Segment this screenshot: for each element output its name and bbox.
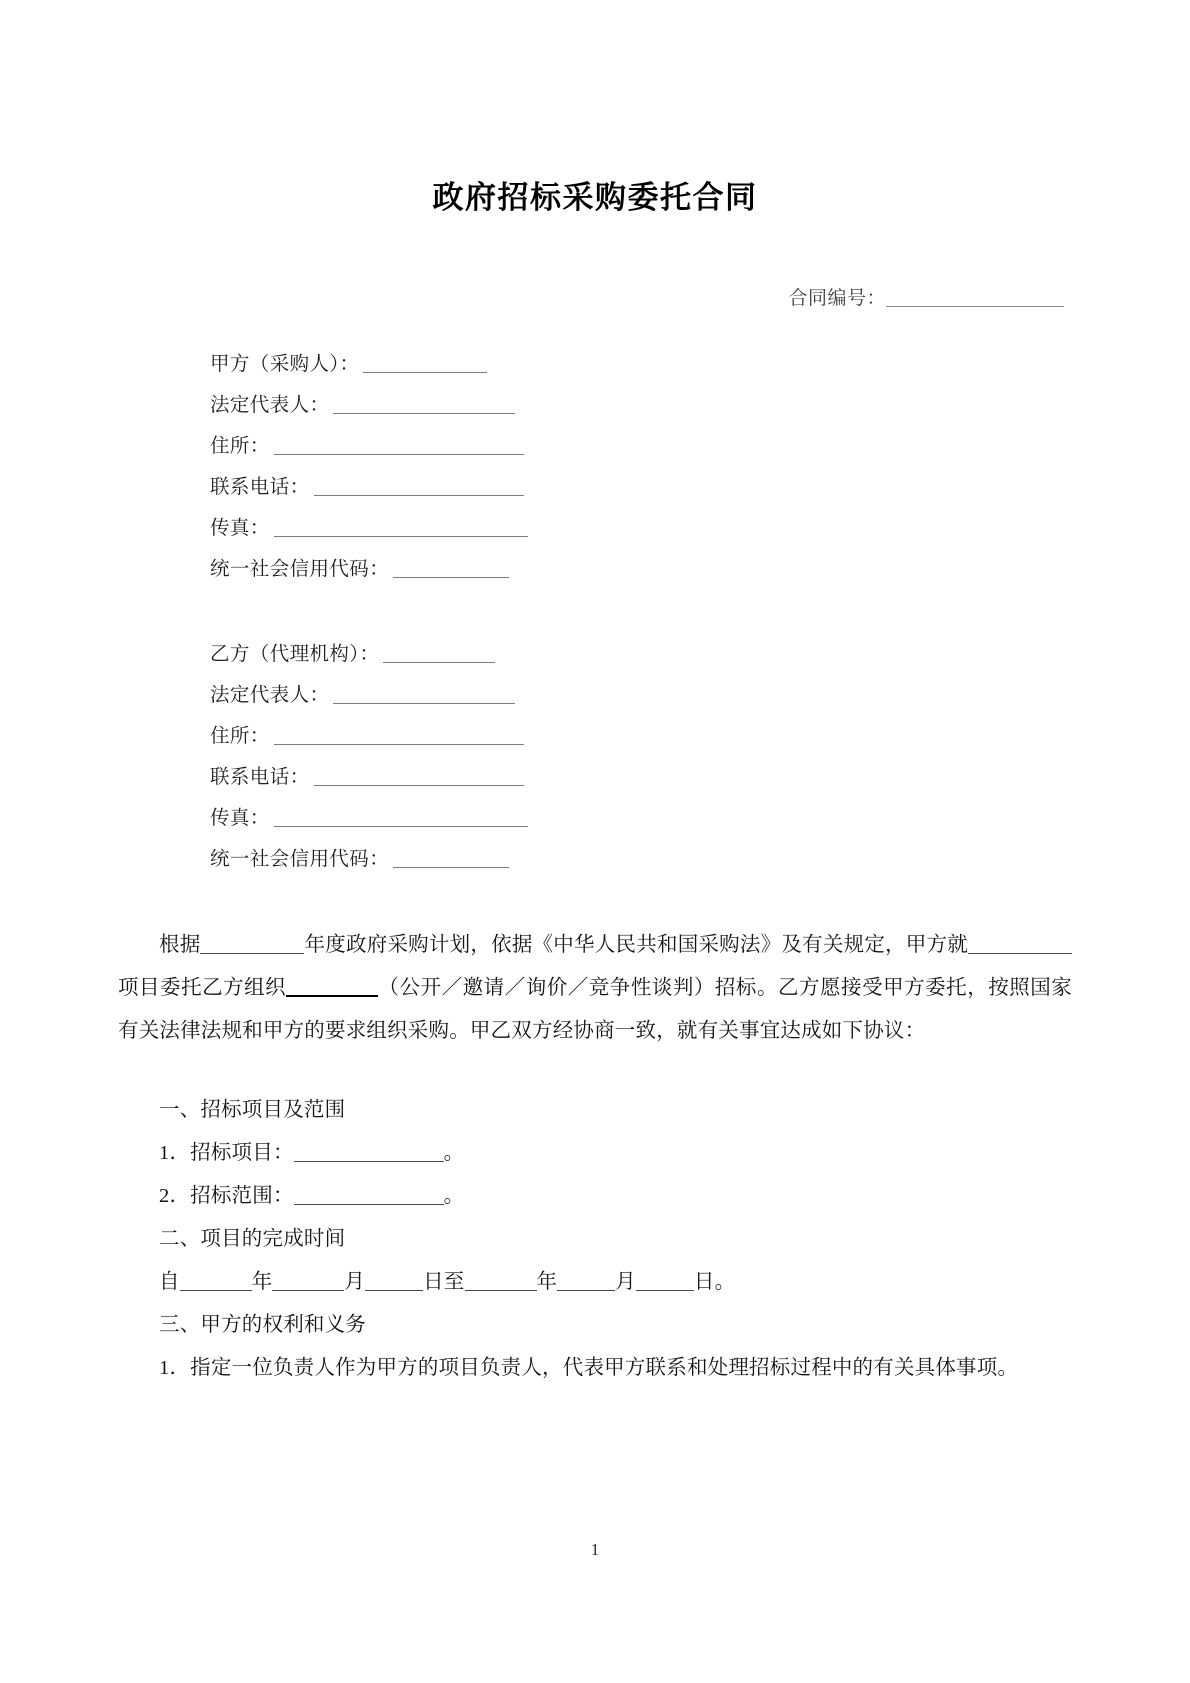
field-blank[interactable] bbox=[314, 476, 524, 496]
field-line bbox=[210, 839, 1072, 880]
field-line bbox=[210, 344, 1072, 385]
completion-date-line bbox=[118, 1261, 1072, 1304]
clause-item-3-1: 1．指定一位负责人作为甲方的项目负责人，代表甲方联系和处理招标过程中的有关具体事项。 bbox=[159, 1357, 1019, 1379]
clause-item-1-2 bbox=[118, 1175, 1072, 1218]
field-blank[interactable] bbox=[274, 725, 524, 745]
date-from-label: 自 bbox=[159, 1271, 180, 1293]
clause-item-1-1 bbox=[118, 1132, 1072, 1175]
preamble-segment-3: 项目委托乙方组织 bbox=[118, 977, 287, 999]
field-blank[interactable] bbox=[333, 394, 515, 414]
date-start-day-label: 日至 bbox=[423, 1271, 465, 1293]
date-end-year-label: 年 bbox=[536, 1271, 558, 1293]
date-start-year-blank[interactable] bbox=[180, 1271, 252, 1292]
field-line bbox=[210, 426, 1072, 467]
field-label: 住所： bbox=[210, 726, 270, 747]
field-line bbox=[210, 798, 1072, 839]
preamble-segment-1: 根据 bbox=[159, 934, 201, 956]
preamble-segment-4: （公开／邀请／询价／竞争性谈判）招标。乙方愿接受甲方委托，按照国家有关法律法规和甲方的要求组织采购。甲乙双方经协商一致，就有关事宜达成如下协议： bbox=[118, 977, 1072, 1042]
preamble-segment-2: 年度政府采购计划，依据《中华人民共和国采购法》及有关规定，甲方就 bbox=[304, 934, 968, 956]
section-heading-1: 一、招标项目及范围 bbox=[159, 1099, 346, 1121]
section-heading-3: 三、甲方的权利和义务 bbox=[159, 1314, 366, 1336]
preamble-blank-project[interactable] bbox=[968, 934, 1072, 955]
preamble-paragraph bbox=[118, 924, 1072, 1053]
clause-list bbox=[118, 1089, 1072, 1390]
date-end-month-blank[interactable] bbox=[557, 1271, 615, 1292]
field-blank[interactable] bbox=[363, 353, 487, 373]
field-line bbox=[210, 716, 1072, 757]
contract-number-label: 合同编号： bbox=[788, 288, 886, 309]
field-label: 乙方（代理机构）： bbox=[210, 644, 380, 665]
date-end-day-blank[interactable] bbox=[636, 1271, 694, 1292]
field-label: 法定代表人： bbox=[210, 395, 330, 416]
field-blank[interactable] bbox=[393, 848, 509, 868]
field-label: 统一社会信用代码： bbox=[210, 849, 390, 870]
field-label: 联系电话： bbox=[210, 477, 310, 498]
field-blank[interactable] bbox=[333, 684, 515, 704]
field-line bbox=[210, 675, 1072, 716]
clause-item-1-1-suffix: 。 bbox=[443, 1142, 465, 1164]
date-start-year-label: 年 bbox=[251, 1271, 273, 1293]
field-label: 甲方（采购人）： bbox=[210, 354, 360, 375]
field-label: 住所： bbox=[210, 436, 270, 457]
clause-item-1-2-prefix: 2．招标范围： bbox=[159, 1185, 294, 1207]
field-line bbox=[210, 467, 1072, 508]
field-label: 传真： bbox=[210, 518, 270, 539]
party-b-block bbox=[118, 634, 1072, 880]
field-label: 传真： bbox=[210, 808, 270, 829]
field-blank[interactable] bbox=[393, 558, 509, 578]
field-blank[interactable] bbox=[274, 807, 528, 827]
field-blank[interactable] bbox=[274, 517, 528, 537]
date-start-day-blank[interactable] bbox=[365, 1271, 423, 1292]
field-line bbox=[210, 757, 1072, 798]
party-a-block bbox=[118, 344, 1072, 590]
field-blank[interactable] bbox=[383, 643, 495, 663]
contract-number-blank[interactable] bbox=[886, 287, 1064, 307]
field-line bbox=[210, 549, 1072, 590]
page-number: 1 bbox=[590, 1540, 600, 1559]
document-content bbox=[118, 0, 1072, 1390]
date-end-day-label: 日。 bbox=[693, 1271, 736, 1293]
clause-item-1-2-blank[interactable] bbox=[294, 1185, 444, 1206]
preamble-blank-year[interactable] bbox=[200, 934, 304, 955]
date-end-month-label: 月 bbox=[615, 1271, 636, 1293]
date-start-month-label: 月 bbox=[344, 1271, 366, 1293]
date-end-year-blank[interactable] bbox=[465, 1271, 537, 1292]
clause-item-1-2-suffix: 。 bbox=[443, 1185, 465, 1207]
preamble-blank-method[interactable] bbox=[286, 977, 378, 998]
clause-item-1-1-blank[interactable] bbox=[294, 1142, 444, 1163]
field-line bbox=[210, 634, 1072, 675]
field-label: 联系电话： bbox=[210, 767, 310, 788]
field-label: 法定代表人： bbox=[210, 685, 330, 706]
clause-item-1-1-prefix: 1．招标项目： bbox=[159, 1142, 294, 1164]
contract-number-line bbox=[118, 283, 1072, 310]
field-label: 统一社会信用代码： bbox=[210, 559, 390, 580]
field-line bbox=[210, 508, 1072, 549]
field-line bbox=[210, 385, 1072, 426]
page-title: 政府招标采购委托合同 bbox=[432, 180, 758, 215]
date-start-month-blank[interactable] bbox=[272, 1271, 344, 1292]
section-heading-2: 二、项目的完成时间 bbox=[159, 1228, 346, 1250]
field-blank[interactable] bbox=[274, 435, 524, 455]
field-blank[interactable] bbox=[314, 766, 524, 786]
